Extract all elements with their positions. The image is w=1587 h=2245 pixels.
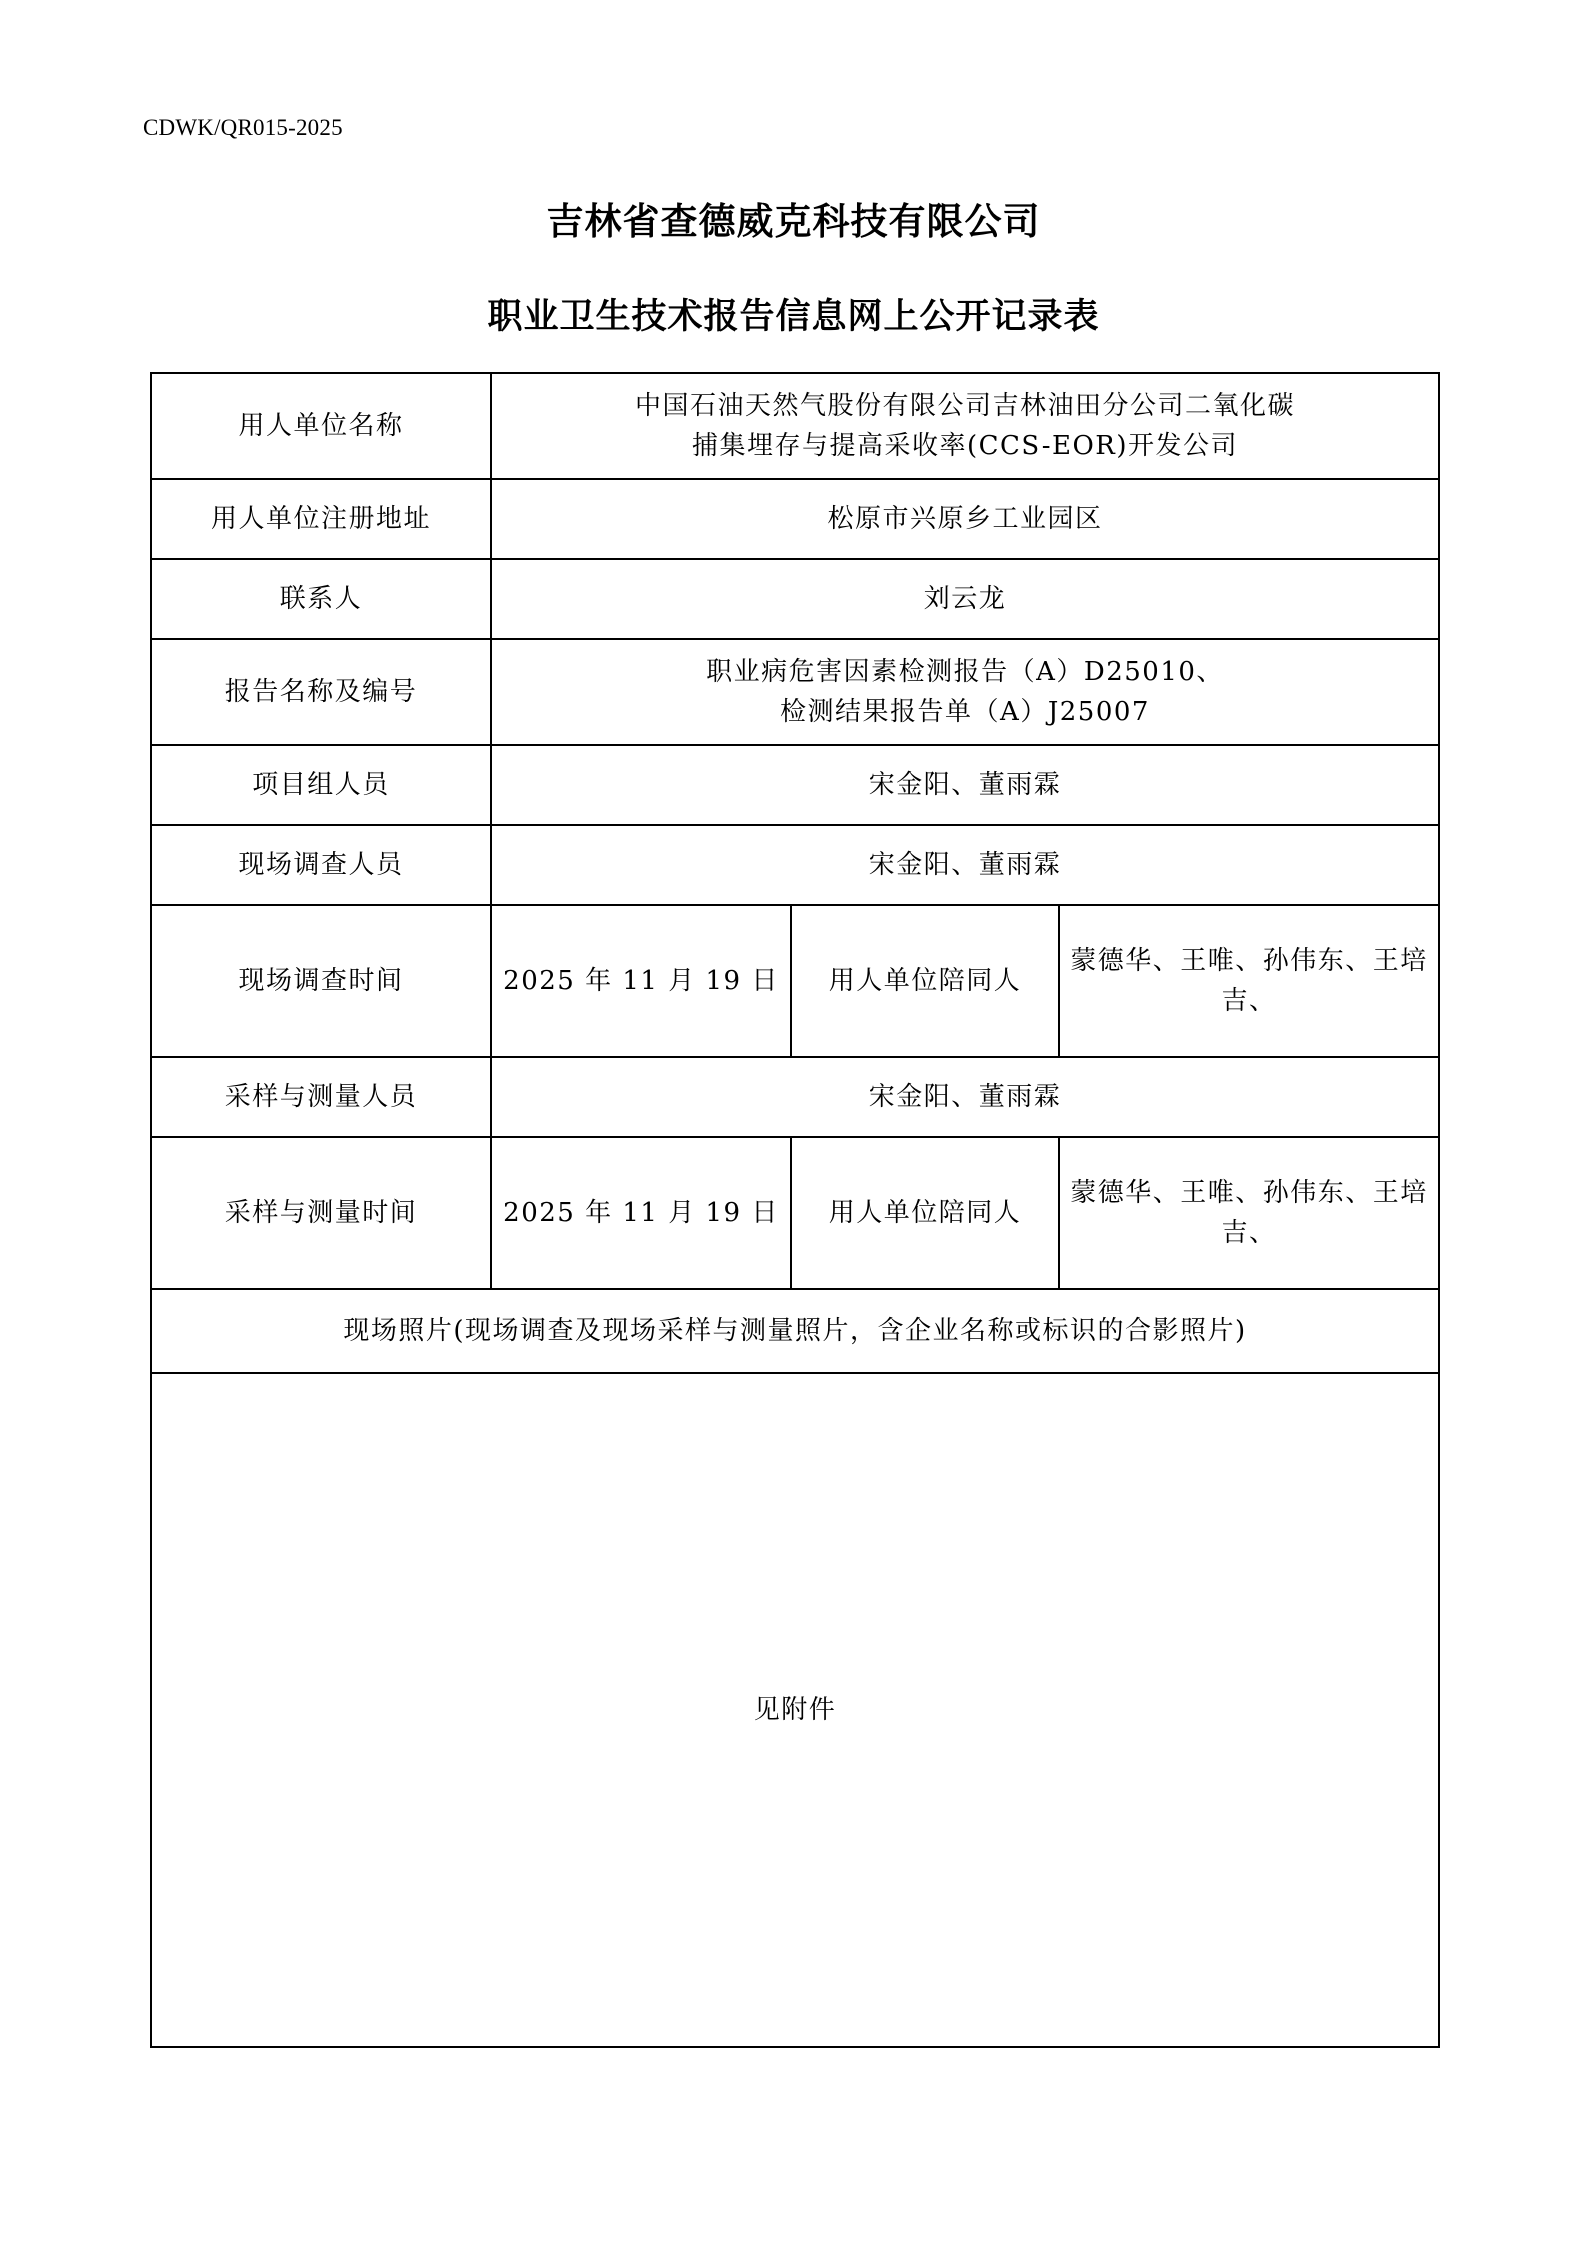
survey-time-value: 2025 年 11 月 19 日	[491, 905, 791, 1057]
report-name-line1: 职业病危害因素检测报告（A）D25010、	[706, 656, 1224, 687]
project-team-value: 宋金阳、董雨霖	[491, 745, 1439, 825]
table-row	[151, 1137, 1439, 1289]
survey-accompany-value: 蒙德华、王唯、孙伟东、王培吉、	[1059, 905, 1439, 1057]
survey-time-label: 现场调查时间	[151, 905, 491, 1057]
contact-label: 联系人	[151, 559, 491, 639]
survey-staff-value: 宋金阳、董雨霖	[491, 825, 1439, 905]
employer-name-value	[491, 373, 1439, 479]
form-title: 职业卫生技术报告信息网上公开记录表	[487, 297, 1100, 338]
report-name-label: 报告名称及编号	[151, 639, 491, 745]
sampling-time-label: 采样与测量时间	[151, 1137, 491, 1289]
company-title: 吉林省查德威克科技有限公司	[546, 200, 1041, 243]
employer-address-label: 用人单位注册地址	[151, 479, 491, 559]
title-block	[0, 200, 1587, 338]
table-row	[151, 1373, 1439, 2047]
table-row	[151, 559, 1439, 639]
table-row	[151, 825, 1439, 905]
disclosure-record-table	[150, 372, 1440, 2048]
sampling-time-value: 2025 年 11 月 19 日	[491, 1137, 791, 1289]
employer-name-line1: 中国石油天然气股份有限公司吉林油田分公司二氧化碳	[635, 390, 1296, 421]
table-row	[151, 1057, 1439, 1137]
table-row	[151, 905, 1439, 1057]
table-row	[151, 639, 1439, 745]
employer-name-label: 用人单位名称	[151, 373, 491, 479]
project-team-label: 项目组人员	[151, 745, 491, 825]
sampling-staff-value: 宋金阳、董雨霖	[491, 1057, 1439, 1137]
table-row	[151, 1289, 1439, 1373]
sampling-accompany-label: 用人单位陪同人	[791, 1137, 1059, 1289]
contact-value: 刘云龙	[491, 559, 1439, 639]
sampling-staff-label: 采样与测量人员	[151, 1057, 491, 1137]
survey-staff-label: 现场调查人员	[151, 825, 491, 905]
table-row	[151, 745, 1439, 825]
table-row	[151, 479, 1439, 559]
employer-name-line2: 捕集埋存与提高采收率(CCS-EOR)开发公司	[692, 431, 1238, 461]
employer-address-value: 松原市兴原乡工业园区	[491, 479, 1439, 559]
document-code: CDWK/QR015-2025	[143, 115, 343, 140]
report-name-line2: 检测结果报告单（A）J25007	[780, 697, 1150, 727]
photo-section-header: 现场照片(现场调查及现场采样与测量照片，含企业名称或标识的合影照片)	[151, 1289, 1439, 1373]
table-row	[151, 373, 1439, 479]
photo-section-body: 见附件	[151, 1373, 1439, 2047]
report-name-value	[491, 639, 1439, 745]
survey-accompany-label: 用人单位陪同人	[791, 905, 1059, 1057]
sampling-accompany-value: 蒙德华、王唯、孙伟东、王培吉、	[1059, 1137, 1439, 1289]
